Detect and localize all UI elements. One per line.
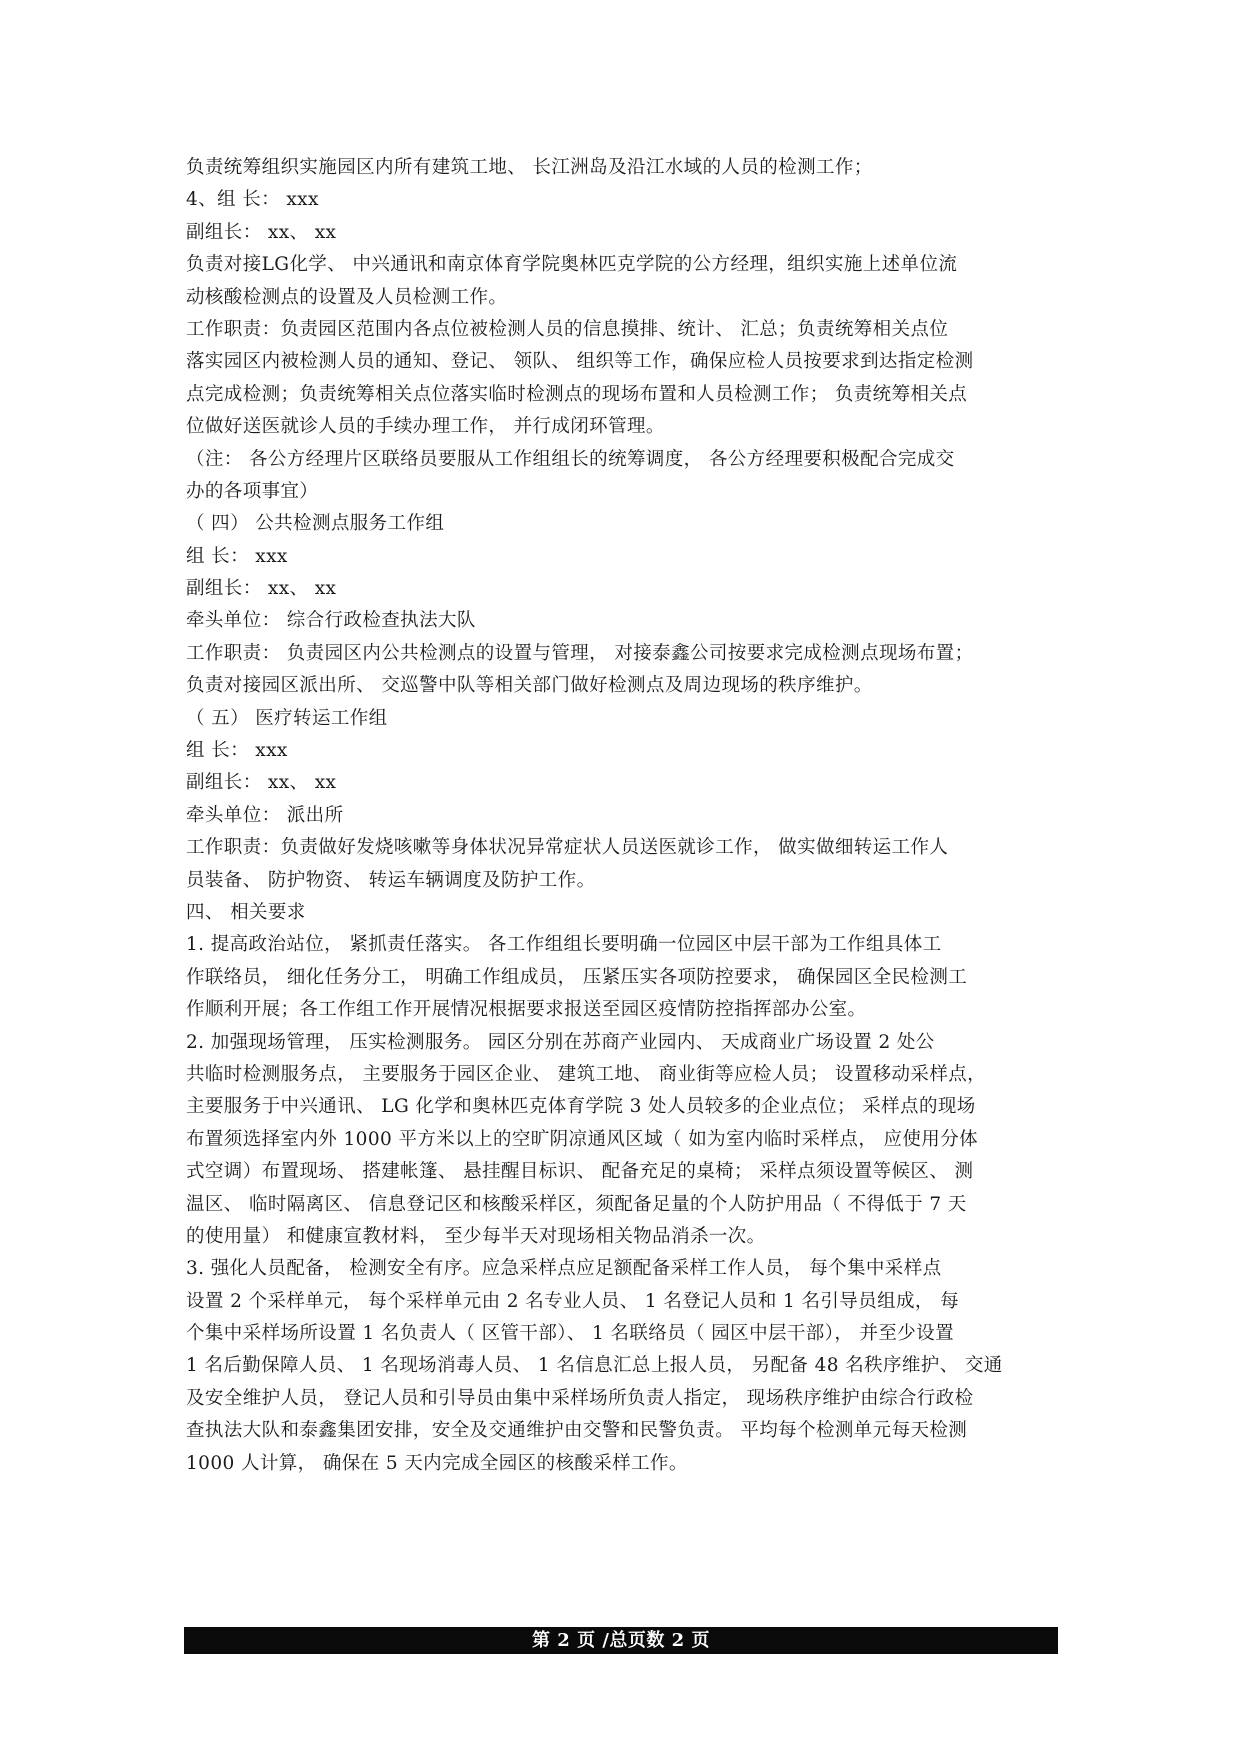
- text-line: 温区、 临时隔离区、 信息登记区和核酸采样区，须配备足量的个人防护用品（ 不得低于 7 天: [186, 1193, 967, 1215]
- text-line: 动核酸检测点的设置及人员检测工作。: [186, 286, 508, 308]
- text-line: 落实园区内被检测人员的通知、登记、 领队、 组织等工作，确保应检人员按要求到达指定检测: [186, 351, 974, 373]
- section-heading: 四、 相关要求: [186, 901, 306, 923]
- section-heading: （ 五） 医疗转运工作组: [186, 707, 388, 729]
- text-line: 作联络员， 细化任务分工， 明确工作组成员， 压紧压实各项防控要求， 确保园区全民检测工: [186, 966, 968, 988]
- text-line: 共临时检测服务点， 主要服务于园区企业、 建筑工地、 商业街等应检人员； 设置移动采样点，: [186, 1063, 987, 1085]
- text-line: 牵头单位： 派出所: [186, 804, 344, 826]
- text-line: 4、组 长： xxx: [186, 189, 319, 211]
- text-line: 负责对接园区派出所、 交巡警中队等相关部门做好检测点及周边现场的秩序维护。: [186, 675, 873, 697]
- text-line: 工作职责：负责园区范围内各点位被检测人员的信息摸排、统计、 汇总；负责统筹相关点位: [186, 318, 949, 340]
- text-line: 主要服务于中兴通讯、 LG 化学和奥林匹克体育学院 3 处人员较多的企业点位； 采样点的现场: [186, 1096, 976, 1118]
- text-line: 组 长： xxx: [186, 545, 288, 567]
- text-line: 及安全维护人员， 登记人员和引导员由集中采样场所负责人指定， 现场秩序维护由综合行政检: [186, 1387, 974, 1409]
- text-line: 位做好送医就诊人员的手续办理工作， 并行成闭环管理。: [186, 416, 665, 438]
- text-line: 牵头单位： 综合行政检查执法大队: [186, 610, 476, 632]
- text-line: 副组长： xx、 xx: [186, 578, 337, 600]
- text-line: 式空调）布置现场、 搭建帐篷、 悬挂醒目标识、 配备充足的桌椅； 采样点须设置等候区、 测: [186, 1161, 974, 1183]
- text-line: [186, 1480, 1086, 1512]
- text-line: 工作职责：负责做好发烧咳嗽等身体状况异常症状人员送医就诊工作， 做实做细转运工作人: [186, 837, 949, 859]
- page-footer-bar: [184, 1627, 1058, 1654]
- text-line: 设置 2 个采样单元， 每个采样单元由 2 名专业人员、 1 名登记人员和 1 名引导员组成， 每: [186, 1290, 959, 1312]
- text-line: 1. 提高政治站位， 紧抓责任落实。 各工作组组长要明确一位园区中层干部为工作组具体工: [186, 934, 942, 956]
- section-heading: （ 四） 公共检测点服务工作组: [186, 513, 445, 535]
- text-line: 组 长： xxx: [186, 740, 288, 762]
- text-line: 作顺利开展；各工作组工作开展情况根据要求报送至园区疫情防控指挥部办公室。: [186, 999, 867, 1021]
- text-line: 布置须选择室内外 1000 平方米以上的空旷阴凉通风区域（ 如为室内临时采样点， 应使用分体: [186, 1128, 979, 1150]
- text-line: 副组长： xx、 xx: [186, 221, 337, 243]
- document-body: [186, 152, 1086, 1512]
- text-line: 1000 人计算， 确保在 5 天内完成全园区的核酸采样工作。: [186, 1452, 688, 1474]
- text-line: 工作职责： 负责园区内公共检测点的设置与管理， 对接泰鑫公司按要求完成检测点现场布置；: [186, 642, 974, 664]
- text-line: 办的各项事宜）: [186, 480, 319, 502]
- text-line: 查执法大队和泰鑫集团安排，安全及交通维护由交警和民警负责。 平均每个检测单元每天检测: [186, 1420, 968, 1442]
- text-line: 点完成检测；负责统筹相关点位落实临时检测点的现场布置和人员检测工作； 负责统筹相关点: [186, 383, 968, 405]
- text-line: 负责统筹组织实施园区内所有建筑工地、 长江洲岛及沿江水域的人员的检测工作；: [186, 157, 873, 178]
- text-line: 3. 强化人员配备， 检测安全有序。应急采样点应足额配备采样工作人员， 每个集中采样点: [186, 1258, 942, 1280]
- text-line: 2. 加强现场管理， 压实检测服务。 园区分别在苏商产业园内、 天成商业广场设置 2 处公: [186, 1031, 935, 1053]
- text-line: 负责对接LG化学、 中兴通讯和南京体育学院奥林匹克学院的公方经理，组织实施上述单位流: [186, 254, 958, 276]
- text-line: 1 名后勤保障人员、 1 名现场消毒人员、 1 名信息汇总上报人员， 另配备 48 名秩序维护、 交通: [186, 1355, 1003, 1377]
- text-line: 员装备、 防护物资、 转运车辆调度及防护工作。: [186, 869, 596, 891]
- text-line: （注： 各公方经理片区联络员要服从工作组组长的统筹调度， 各公方经理要积极配合完成交: [186, 448, 955, 470]
- text-line: 个集中采样场所设置 1 名负责人（ 区管干部）、 1 名联络员（ 园区中层干部）， 并至少设置: [186, 1323, 955, 1345]
- text-line: 副组长： xx、 xx: [186, 772, 337, 794]
- text-line: 的使用量） 和健康宣教材料， 至少每半天对现场相关物品消杀一次。: [186, 1225, 766, 1247]
- page-number: 第 2 页 /总页数 2 页: [532, 1630, 710, 1651]
